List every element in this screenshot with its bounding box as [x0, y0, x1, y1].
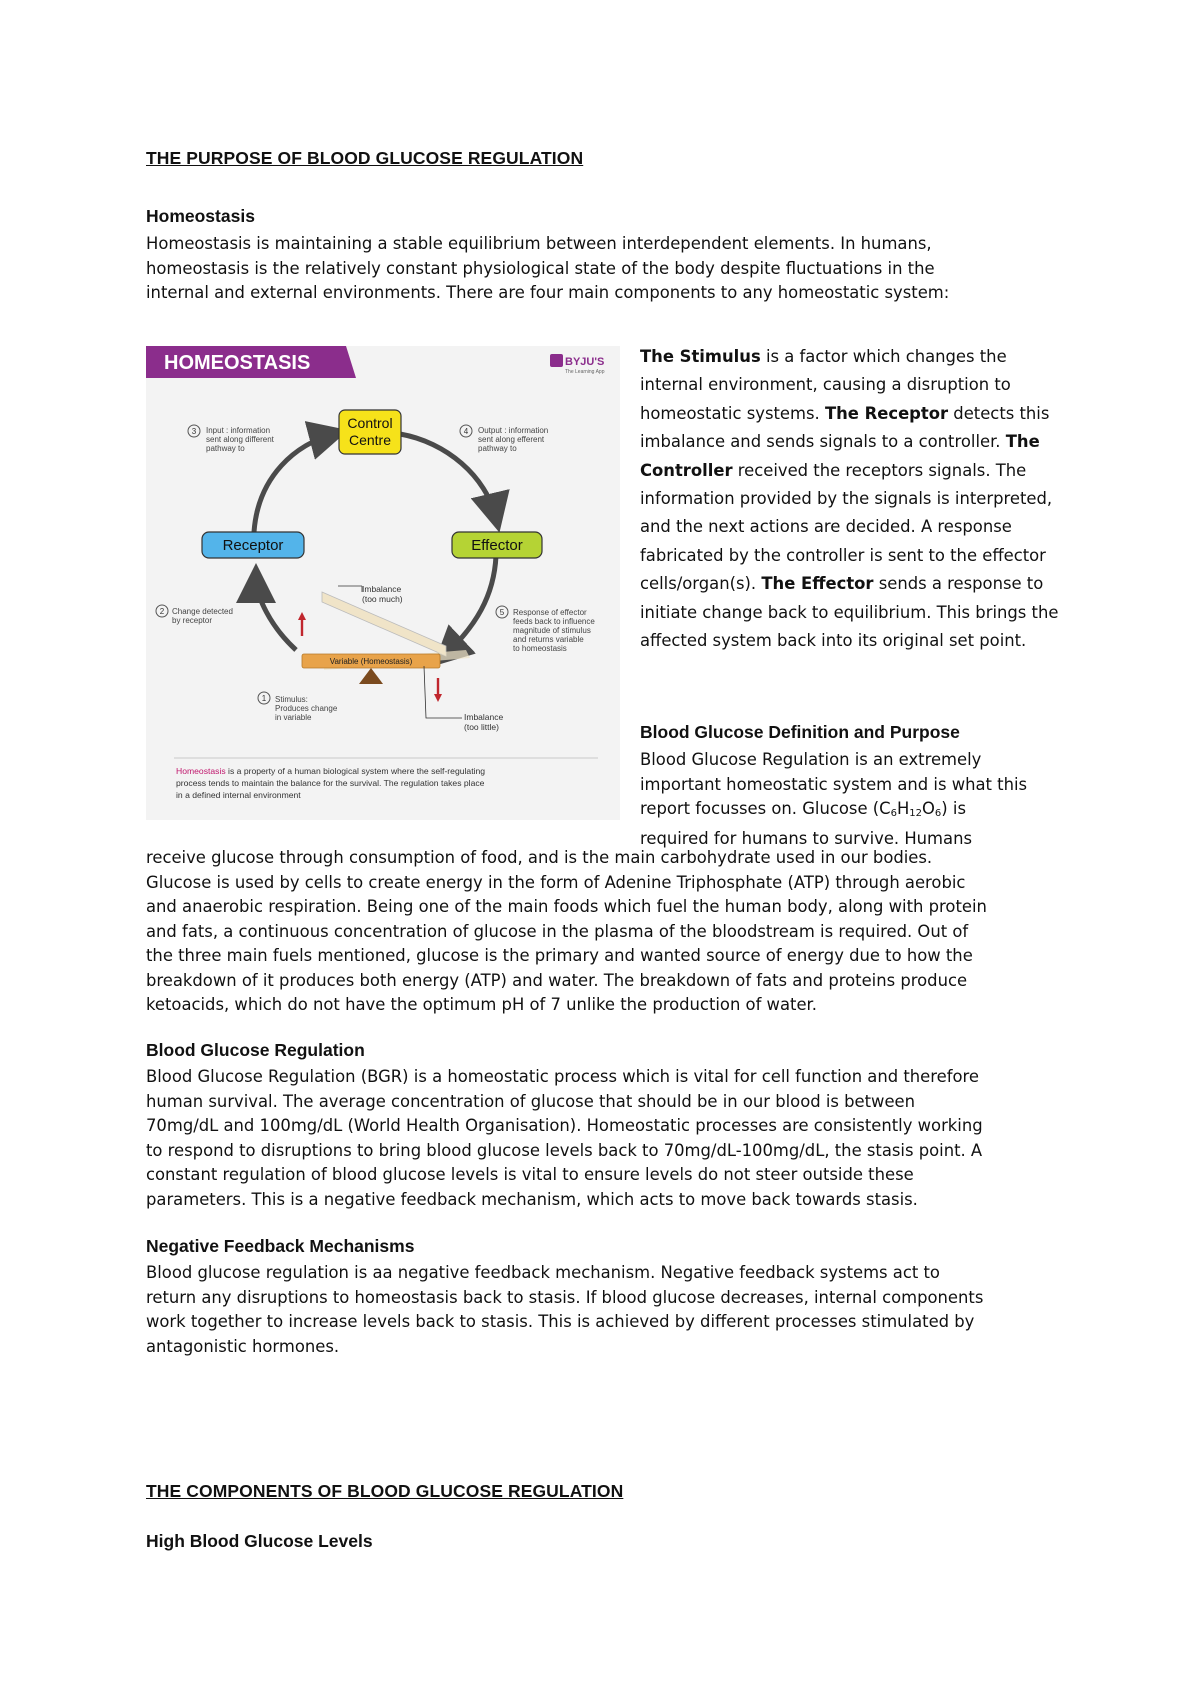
- control-centre-label: Centre: [348, 432, 392, 448]
- banner-title: HOMEOSTASIS: [164, 352, 311, 374]
- text-line: antagonistic hormones.: [146, 1336, 340, 1356]
- footer-highlight: Homeostasis: [176, 766, 226, 776]
- receptor-term: The Receptor: [824, 403, 949, 423]
- formula-h-sub: 12: [909, 808, 923, 819]
- homeostasis-diagram: [146, 346, 620, 820]
- heading-definition: Blood Glucose Definition and Purpose: [640, 722, 960, 742]
- text-line: homeostasis is the relatively constant physiological state of the body despite fluctuations in the: [146, 258, 935, 278]
- negative-feedback-paragraph: [146, 1261, 1061, 1359]
- text-line: Blood glucose regulation is aa negative feedback mechanism. Negative feedback systems act to: [146, 1263, 940, 1282]
- text-line: important homeostatic system and is what this: [640, 774, 1028, 794]
- formula-tail: ) is: [941, 799, 966, 818]
- text-line: and anaerobic respiration. Being one of the main foods which fuel the human body, along with protein: [146, 897, 987, 916]
- step-1-text: Stimulus:: [275, 695, 308, 704]
- text-line: the three main fuels mentioned, glucose is the primary and wanted source of energy due to how the: [146, 946, 973, 965]
- text-line: work together to increase levels back to stasis. This is achieved by different processes stimulated by: [146, 1312, 975, 1331]
- definition-right-paragraph: [640, 748, 1070, 851]
- text-line: receive glucose through consumption of food, and is the main carbohydrate used in our bodies.: [146, 848, 933, 867]
- up-arrow-head-icon: [298, 612, 306, 620]
- imbalance-much-label: (too much): [362, 594, 403, 604]
- down-arrow-head-icon: [434, 694, 442, 702]
- text-line: ketoacids, which do not have the optimum pH of 7 unlike the production of water.: [146, 995, 817, 1014]
- step-5-text: magnitude of stimulus: [513, 626, 591, 635]
- text-line: constant regulation of blood glucose levels is vital to ensure levels do not steer outside these: [146, 1165, 914, 1184]
- formula-prefix: report focusses on. Glucose (C: [640, 799, 891, 818]
- imbalance-much-label: Imbalance: [362, 584, 402, 594]
- step-5-text: feeds back to influence: [513, 617, 595, 626]
- controller-term: The Controller: [640, 432, 1040, 480]
- step-4-number: 4: [463, 427, 469, 436]
- heading-homeostasis: Homeostasis: [146, 206, 255, 226]
- effector-term: The Effector: [761, 574, 874, 594]
- brand-tagline: The Learning App: [565, 369, 605, 375]
- footer-caption: [176, 766, 485, 776]
- step-1-text: Produces change: [275, 704, 338, 713]
- effector-label: Effector: [471, 537, 523, 554]
- heading-negative-feedback: Negative Feedback Mechanisms: [146, 1236, 415, 1256]
- step-5-text: Response of effector: [513, 608, 587, 617]
- text-line: [640, 797, 1070, 827]
- formula-c-sub: 6: [890, 808, 897, 819]
- variable-label: Variable (Homeostasis): [329, 657, 413, 666]
- homeostasis-diagram-svg: [146, 346, 620, 820]
- step-4-text: pathway to: [478, 444, 517, 453]
- footer-line: process tends to maintain the balance for the survival. The regulation takes place: [176, 778, 485, 788]
- fulcrum: [359, 668, 383, 684]
- components-paragraph: [640, 343, 1070, 655]
- imbalance-little-label: Imbalance: [464, 712, 504, 722]
- step-2-number: 2: [159, 607, 165, 616]
- step-3-text: sent along different: [206, 435, 274, 444]
- step-2-text: by receptor: [172, 616, 213, 625]
- footer-line: is a property of a human biological system where the self-regulating: [225, 766, 486, 776]
- receptor-label: Receptor: [222, 537, 284, 554]
- heading-bgr: Blood Glucose Regulation: [146, 1040, 365, 1060]
- step-4-text: sent along efferent: [478, 435, 545, 444]
- step-3-text: pathway to: [206, 444, 245, 453]
- definition-paragraph: [146, 846, 1061, 1018]
- text-line: 70mg/dL and 100mg/dL (World Health Organisation). Homeostatic processes are consistently working: [146, 1116, 983, 1135]
- control-centre-label: Control: [347, 415, 393, 431]
- text-line: breakdown of it produces both energy (ATP) and water. The breakdown of fats and proteins produce: [146, 970, 968, 990]
- formula-h: H: [896, 799, 910, 818]
- stimulus-term: The Stimulus: [640, 347, 761, 366]
- text-line: Blood Glucose Regulation (BGR) is a homeostatic process which is vital for cell function and therefore: [146, 1067, 979, 1086]
- arrow-receptor-to-control: [254, 434, 334, 532]
- text-line: parameters. This is a negative feedback mechanism, which acts to move back towards stasis.: [146, 1189, 918, 1209]
- text-line: to respond to disruptions to bring blood glucose levels back to 70mg/dL-100mg/dL, the stasis point. A: [146, 1140, 983, 1160]
- heading-high-glucose: High Blood Glucose Levels: [146, 1531, 373, 1551]
- step-1-text: in variable: [275, 713, 312, 722]
- step-3-text: Input : information: [206, 426, 271, 435]
- text-line: internal and external environments. There are four main components to any homeostatic system:: [146, 283, 950, 302]
- step-5-text: and returns variable: [513, 635, 584, 644]
- text-line: Blood Glucose Regulation is an extremely: [640, 750, 982, 769]
- step-1-number: 1: [261, 694, 267, 703]
- text-line: Homeostasis is maintaining a stable equilibrium between interdependent elements. In humans,: [146, 234, 932, 253]
- arrow-variable-to-receptor: [256, 578, 296, 650]
- step-5-text: to homeostasis: [513, 644, 567, 653]
- step-2-text: Change detected: [172, 607, 233, 616]
- brand-name: BYJU'S: [565, 356, 605, 368]
- bgr-paragraph: [146, 1065, 1061, 1212]
- controller-text: received the receptors signals. The information provided by the signals is interpreted, and the next actions are decided. A response fabricated by the controller is sent to the effector cells/organ(s).: [640, 460, 1053, 594]
- section-title-purpose: THE PURPOSE OF BLOOD GLUCOSE REGULATION: [146, 148, 584, 168]
- imbalance-little-label: (too little): [464, 722, 499, 732]
- step-4-text: Output : information: [478, 426, 549, 435]
- text-line: and fats, a continuous concentration of glucose in the plasma of the bloodstream is required. Out of: [146, 921, 969, 941]
- step-5-number: 5: [499, 608, 505, 617]
- stimulus-text: is a factor which changes the internal environment, causing a disruption to homeostatic systems.: [640, 347, 1011, 423]
- formula-o: O: [922, 799, 935, 818]
- homeostasis-paragraph: [146, 232, 1061, 306]
- formula-o-sub: 6: [934, 808, 942, 819]
- imbalance-little-leader: [424, 666, 462, 718]
- text-line: human survival. The average concentration of glucose that should be in our blood is between: [146, 1091, 916, 1111]
- text-line: Glucose is used by cells to create energy in the form of Adenine Triphosphate (ATP) through aerobic: [146, 872, 966, 892]
- text-line: return any disruptions to homeostasis back to stasis. If blood glucose decreases, internal components: [146, 1287, 984, 1307]
- brand-logo-icon: [550, 354, 563, 367]
- receptor-text: detects this imbalance and sends signals to a controller.: [640, 403, 1050, 452]
- arrow-effector-to-variable: [444, 556, 496, 656]
- effector-text: sends a response to initiate change back to equilibrium. This brings the affected system back into its original set point.: [640, 574, 1059, 651]
- footer-line: in a defined internal environment: [176, 790, 301, 800]
- text-line: required for humans to survive. Humans: [640, 828, 972, 848]
- step-3-number: 3: [191, 427, 197, 436]
- section-title-components: THE COMPONENTS OF BLOOD GLUCOSE REGULATION: [146, 1481, 624, 1501]
